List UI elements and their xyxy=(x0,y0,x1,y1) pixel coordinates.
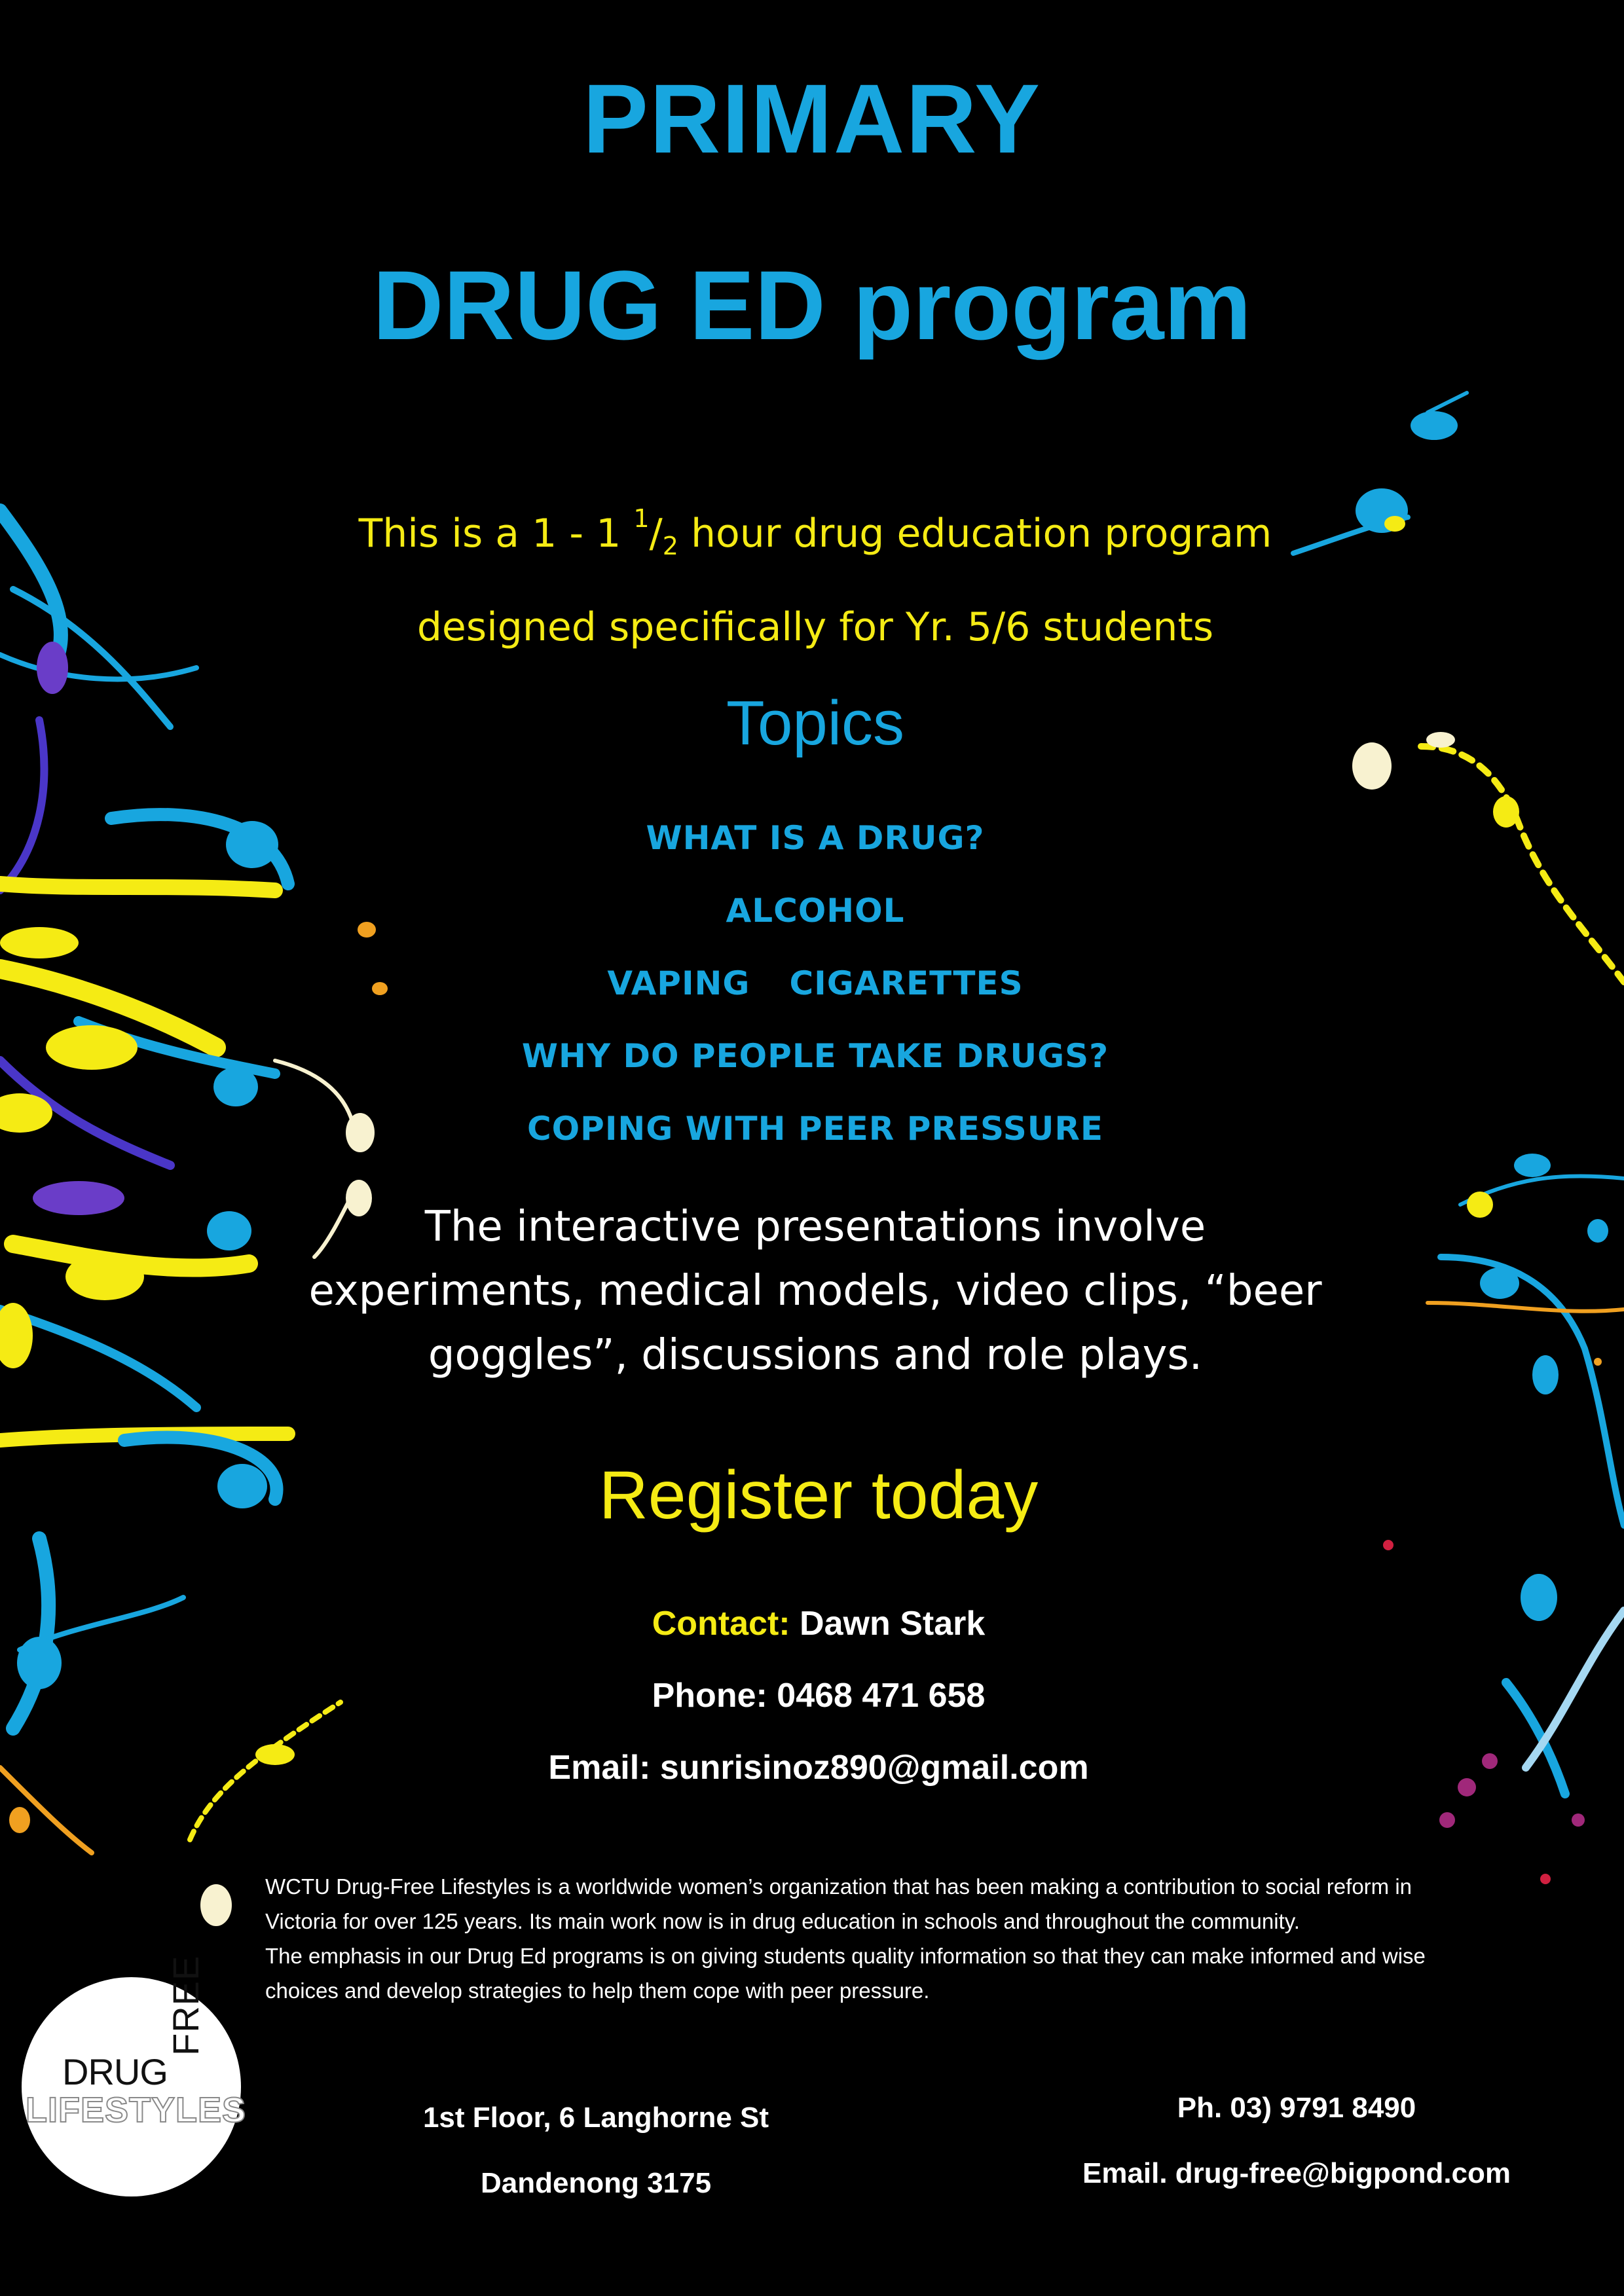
organization-about xyxy=(265,1869,1509,2008)
fraction-denominator: 2 xyxy=(662,532,678,560)
presentations-line-1: The interactive presentations involve xyxy=(424,1203,1206,1251)
footer-email: Email. drug-free@bigpond.com xyxy=(1082,2157,1511,2189)
title-drug-ed-program: DRUG ED program xyxy=(373,250,1251,360)
description-line-1 xyxy=(0,478,1624,587)
logo-free-text: FREE xyxy=(165,1955,206,2056)
contact-details xyxy=(0,1588,1624,1804)
topic-item-pair xyxy=(0,947,1624,1020)
about-line: WCTU Drug-Free Lifestyles is a worldwide women’s organization that has been making a contribution to social reform in xyxy=(265,1874,1412,1899)
logo-lifestyles-text: LIFESTYLES xyxy=(26,2090,247,2130)
presentations-description xyxy=(0,1195,1624,1387)
topic-item: VAPING xyxy=(607,964,750,1002)
contact-phone: Phone: 0468 471 658 xyxy=(652,1677,986,1715)
topics-heading: Topics xyxy=(726,688,905,758)
topic-item: WHY DO PEOPLE TAKE DRUGS? xyxy=(521,1037,1109,1075)
contact-label: Contact: xyxy=(652,1605,790,1643)
footer-contact xyxy=(1067,2075,1526,2206)
duration-text: This is a 1 - 1 xyxy=(358,511,634,556)
presentations-line-2: experiments, medical models, video clips, “beer xyxy=(308,1267,1322,1315)
contact-email: Email: sunrisinoz890@gmail.com xyxy=(548,1749,1089,1787)
presentations-line-3: goggles”, discussions and role plays. xyxy=(428,1331,1203,1379)
program-description xyxy=(0,478,1624,668)
topics-list xyxy=(0,802,1624,1165)
fraction-slash: / xyxy=(649,511,663,556)
address-line-1: 1st Floor, 6 Langhorne St xyxy=(422,2102,769,2134)
footer-phone: Ph. 03) 9791 8490 xyxy=(1177,2092,1416,2124)
topic-item: COPING WITH PEER PRESSURE xyxy=(526,1110,1104,1148)
fraction-numerator: 1 xyxy=(633,504,650,533)
topic-item: CIGARETTES xyxy=(789,964,1024,1002)
title-primary: PRIMARY xyxy=(582,64,1042,173)
about-line: Victoria for over 125 years. Its main work now is in drug education in schools and throughout the community. xyxy=(265,1909,1300,1933)
topic-item: ALCOHOL xyxy=(726,892,905,930)
about-line: choices and develop strategies to help them cope with peer pressure. xyxy=(265,1978,930,2003)
about-line: The emphasis in our Drug Ed programs is on giving students quality information so that they can make informed and wise xyxy=(265,1944,1426,1968)
footer-address xyxy=(413,2085,779,2216)
description-line-2: designed specifically for Yr. 5/6 students xyxy=(416,604,1214,650)
register-heading: Register today xyxy=(599,1457,1039,1533)
duration-text-after: hour drug education program xyxy=(678,511,1272,556)
topic-item: WHAT IS A DRUG? xyxy=(646,819,985,857)
contact-name: Dawn Stark xyxy=(790,1605,986,1643)
address-line-2: Dandenong 3175 xyxy=(480,2167,712,2199)
contact-line xyxy=(0,1588,1624,1660)
drug-free-lifestyles-logo xyxy=(22,1955,247,2196)
logo-drug-text: DRUG xyxy=(62,2051,168,2092)
